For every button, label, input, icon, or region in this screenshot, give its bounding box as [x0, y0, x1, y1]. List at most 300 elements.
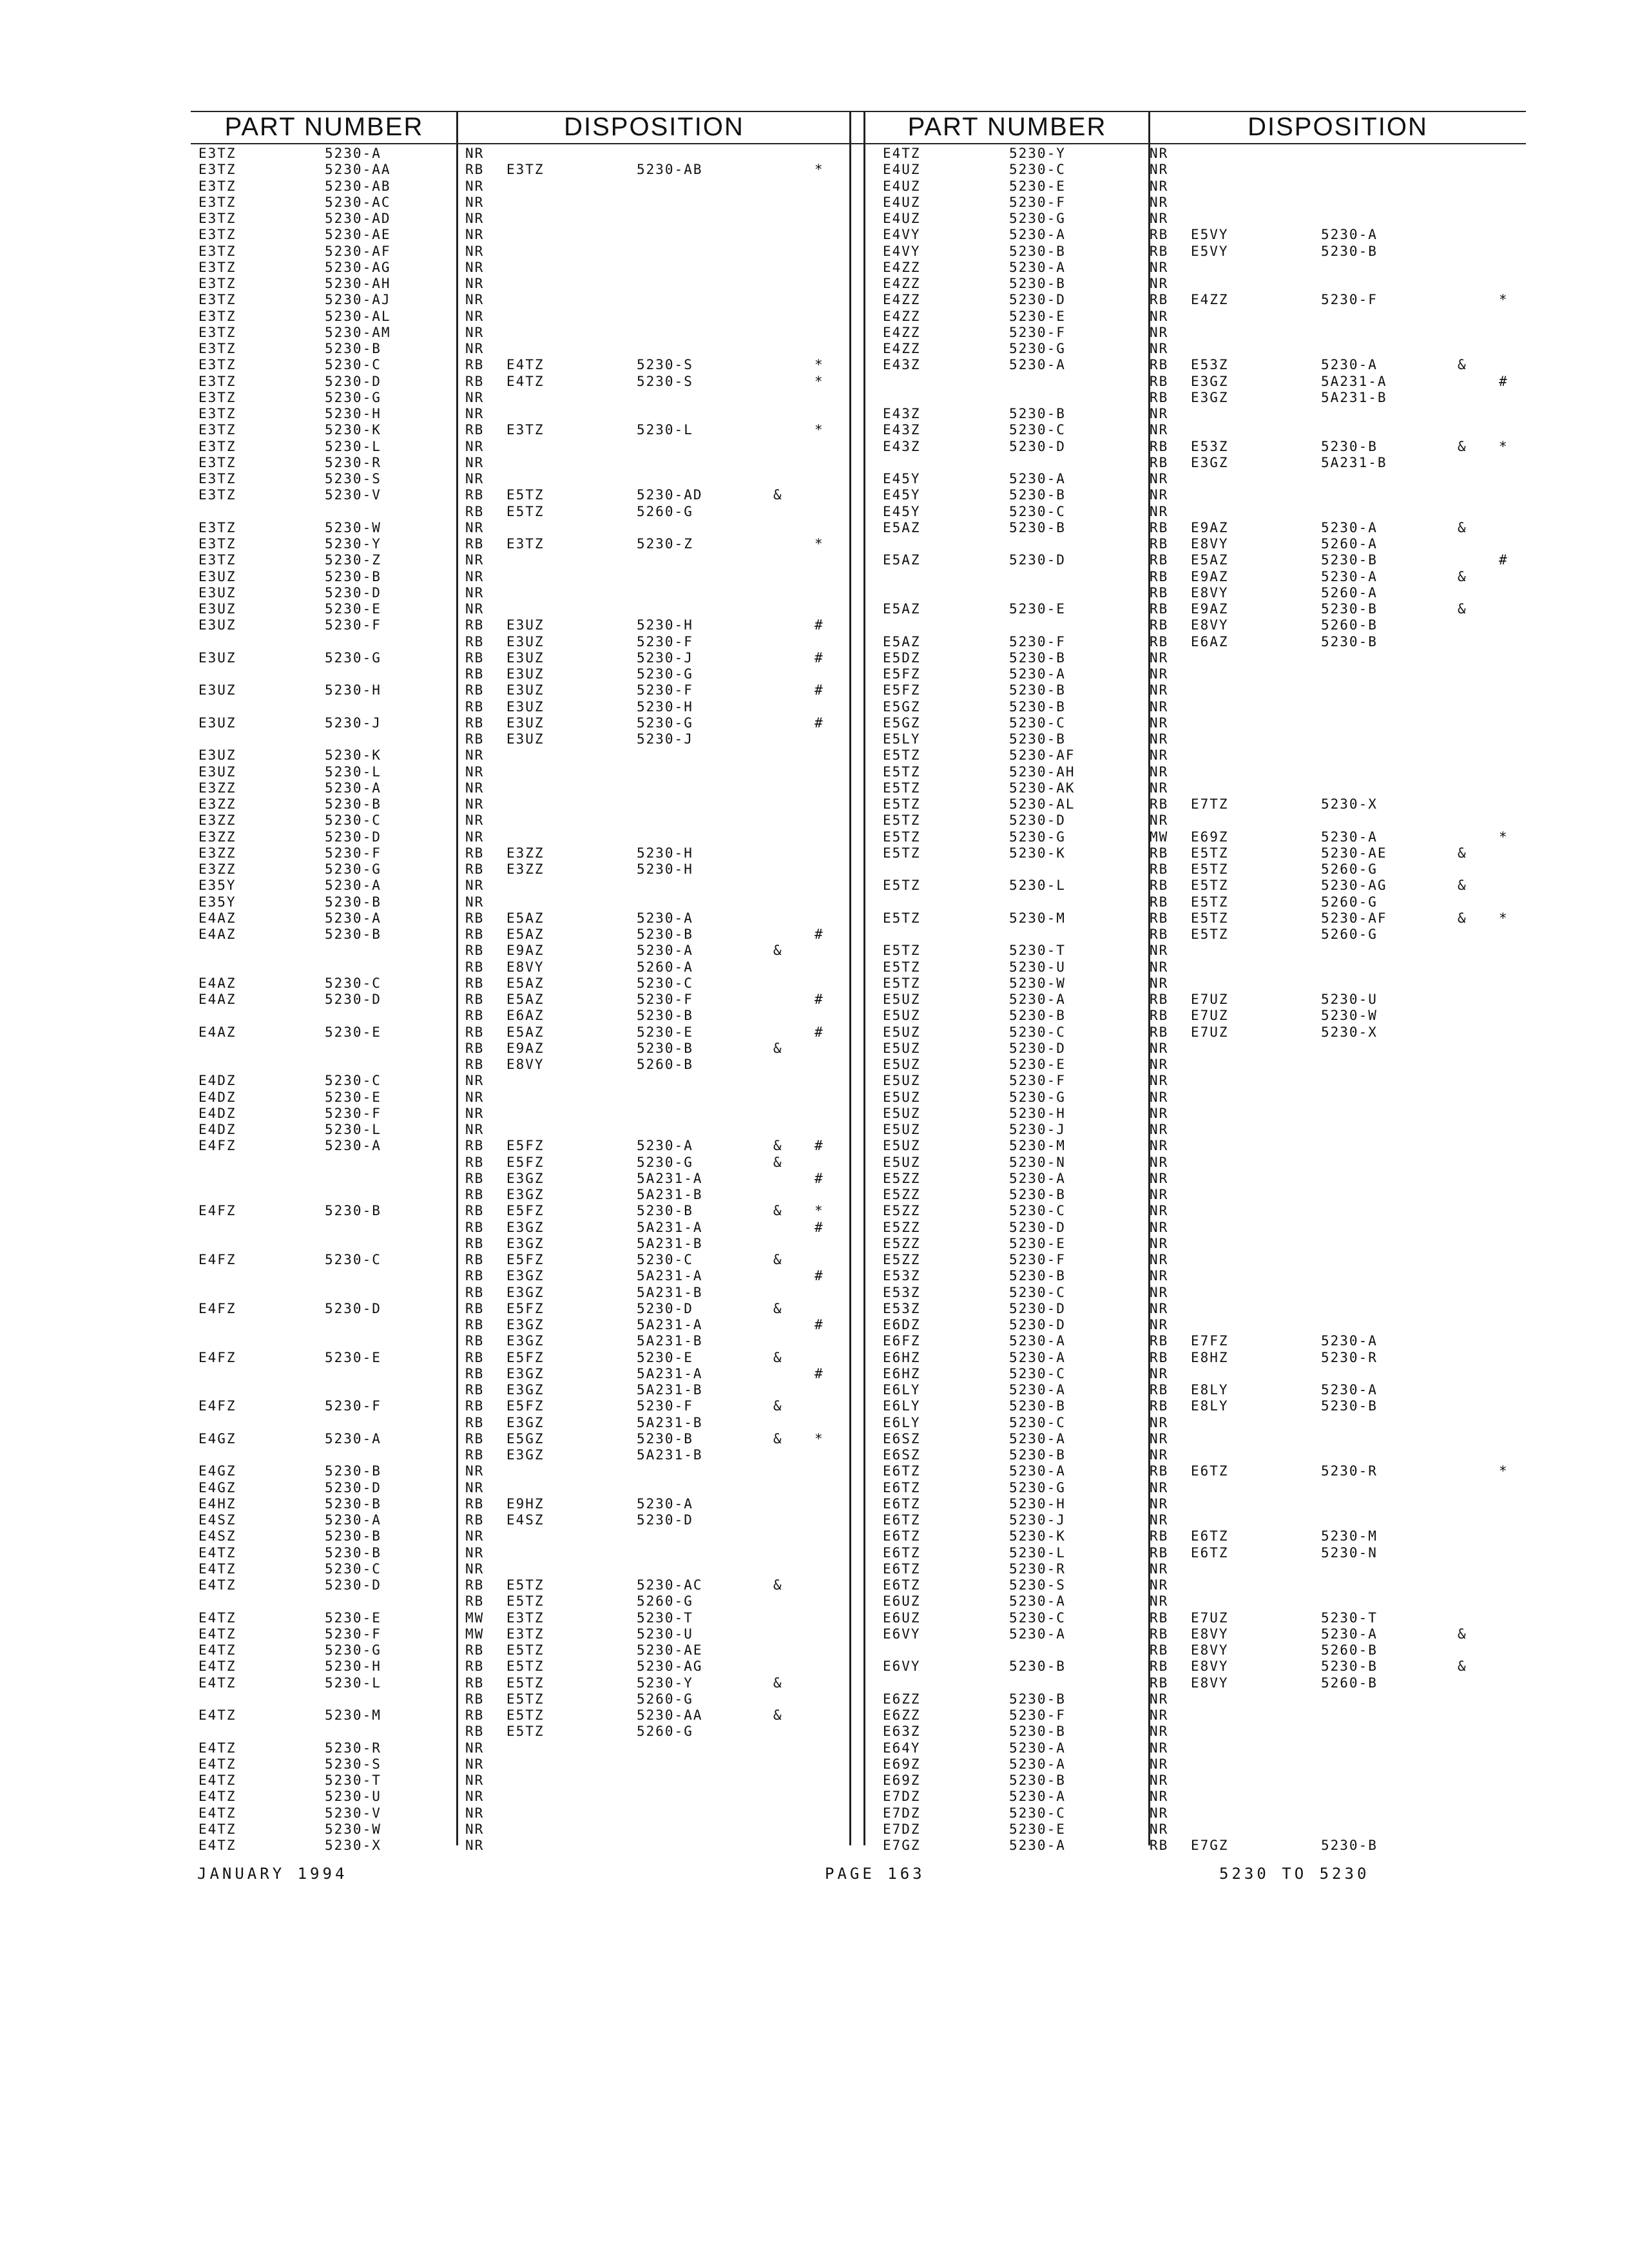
- part-prefix: E5UZ: [883, 1024, 921, 1040]
- part-base: 5230-A: [1009, 1838, 1066, 1853]
- part-base: 5230-A: [1009, 1789, 1066, 1805]
- part-prefix: E69Z: [883, 1773, 921, 1788]
- disposition-code: RB: [465, 845, 485, 861]
- table-row: [883, 1317, 1527, 1333]
- replacement-base: 5230-Z: [637, 536, 693, 552]
- table-row: [198, 1447, 843, 1463]
- replacement-prefix: E3GZ: [506, 1365, 545, 1381]
- disposition-code: RB: [465, 959, 485, 975]
- replacement-base: 5A231-B: [1321, 454, 1387, 470]
- part-base: 5230-X: [325, 1838, 381, 1853]
- replacement-base: 5230-D: [637, 1512, 693, 1528]
- disposition-code: MW: [465, 1610, 485, 1626]
- part-base: 5230-B: [1009, 1447, 1066, 1463]
- part-prefix: E4TZ: [198, 1626, 236, 1642]
- replacement-prefix: E3GZ: [506, 1447, 545, 1463]
- ampersand-mark: &: [773, 1300, 783, 1316]
- replacement-base: 5230-AE: [1321, 845, 1387, 861]
- table-row: [198, 406, 843, 422]
- part-base: 5230-A: [1009, 1430, 1066, 1446]
- table-row: [883, 682, 1527, 698]
- part-prefix: E3TZ: [198, 373, 236, 389]
- ampersand-mark: &: [773, 1707, 783, 1723]
- replacement-prefix: E3GZ: [506, 1187, 545, 1202]
- disposition-code: NR: [1150, 1447, 1169, 1463]
- part-base: 5230-C: [1009, 1805, 1066, 1821]
- table-row: [198, 439, 843, 455]
- part-base: 5230-K: [325, 747, 381, 764]
- flag-mark: *: [1499, 292, 1509, 308]
- disposition-code: RB: [1150, 438, 1169, 454]
- table-row: [883, 1545, 1527, 1561]
- part-base: 5230-C: [1009, 1284, 1066, 1300]
- table-row: [198, 1317, 843, 1333]
- part-prefix: E4TZ: [198, 1707, 236, 1723]
- table-row: [883, 878, 1527, 894]
- part-base: 5230-H: [325, 682, 381, 698]
- replacement-prefix: E6TZ: [1191, 1463, 1229, 1479]
- disposition-code: NR: [465, 438, 485, 454]
- part-base: 5230-J: [1009, 1512, 1066, 1528]
- part-base: 5230-G: [1009, 211, 1066, 226]
- disposition-code: NR: [1150, 1138, 1169, 1154]
- part-prefix: E5TZ: [883, 910, 921, 926]
- replacement-base: 5230-B: [1321, 601, 1378, 617]
- flag-mark: *: [1499, 910, 1509, 926]
- table-row: [883, 1187, 1527, 1203]
- part-base: 5230-AJ: [325, 292, 391, 308]
- part-base: 5230-C: [325, 1561, 381, 1577]
- disposition-code: RB: [1150, 633, 1169, 649]
- replacement-prefix: E5AZ: [506, 927, 545, 942]
- disposition-code: RB: [1150, 1333, 1169, 1349]
- table-row: [198, 992, 843, 1008]
- part-prefix: E3TZ: [198, 406, 236, 421]
- table-row: [198, 1642, 843, 1658]
- replacement-base: 5230-G: [637, 666, 693, 682]
- flag-mark: *: [815, 536, 824, 552]
- disposition-code: RB: [465, 682, 485, 698]
- table-row: [198, 195, 843, 211]
- disposition-code: NR: [465, 276, 485, 291]
- replacement-base: 5A231-A: [637, 1317, 703, 1332]
- disposition-code: RB: [1150, 373, 1169, 389]
- part-prefix: E3UZ: [198, 601, 236, 617]
- ampersand-mark: &: [1458, 845, 1467, 861]
- part-base: 5230-B: [1009, 519, 1066, 535]
- table-row: [198, 1138, 843, 1154]
- part-base: 5230-E: [325, 1089, 381, 1105]
- table-row: [198, 1155, 843, 1171]
- replacement-base: 5A231-A: [637, 1170, 703, 1186]
- table-row: [198, 878, 843, 894]
- table-row: [883, 715, 1527, 731]
- replacement-base: 5A231-B: [637, 1333, 703, 1349]
- part-prefix: E35Y: [198, 894, 236, 910]
- disposition-code: NR: [465, 878, 485, 894]
- replacement-prefix: E7UZ: [1191, 1008, 1229, 1024]
- table-row: [883, 1675, 1527, 1691]
- part-prefix: E5TZ: [883, 796, 921, 812]
- replacement-base: 5230-B: [637, 1040, 693, 1056]
- replacement-prefix: E3UZ: [506, 649, 545, 666]
- table-row: [198, 1008, 843, 1024]
- part-prefix: E3TZ: [198, 471, 236, 486]
- part-prefix: E6TZ: [883, 1528, 921, 1544]
- table-row: [883, 1512, 1527, 1528]
- disposition-code: RB: [465, 1187, 485, 1202]
- part-prefix: E5ZZ: [883, 1235, 921, 1251]
- part-base: 5230-A: [1009, 227, 1066, 243]
- table-row: [198, 1577, 843, 1593]
- part-prefix: E4TZ: [198, 1577, 236, 1593]
- replacement-prefix: E3TZ: [506, 422, 545, 438]
- replacement-prefix: E5TZ: [506, 1658, 545, 1675]
- disposition-code: NR: [1150, 682, 1169, 698]
- part-prefix: E63Z: [883, 1724, 921, 1740]
- part-base: 5230-A: [1009, 1593, 1066, 1610]
- disposition-code: NR: [465, 292, 485, 308]
- part-base: 5230-D: [1009, 1040, 1066, 1056]
- disposition-code: RB: [465, 1707, 485, 1723]
- part-prefix: E6TZ: [883, 1463, 921, 1479]
- disposition-code: NR: [1150, 211, 1169, 226]
- replacement-prefix: E8HZ: [1191, 1349, 1229, 1365]
- part-prefix: E6TZ: [883, 1512, 921, 1528]
- disposition-code: NR: [1150, 1430, 1169, 1446]
- part-prefix: E43Z: [883, 357, 921, 373]
- part-base: 5230-F: [1009, 324, 1066, 340]
- part-prefix: E3ZZ: [198, 796, 236, 812]
- part-base: 5230-B: [1009, 1773, 1066, 1788]
- replacement-base: 5230-U: [637, 1626, 693, 1642]
- part-prefix: E3TZ: [198, 536, 236, 552]
- disposition-code: RB: [465, 1219, 485, 1235]
- part-prefix: E4FZ: [198, 1398, 236, 1414]
- disposition-code: NR: [1150, 308, 1169, 324]
- replacement-base: 5230-E: [637, 1024, 693, 1040]
- part-base: 5230-A: [1009, 1756, 1066, 1772]
- ampersand-mark: &: [773, 1203, 783, 1219]
- part-prefix: E6ZZ: [883, 1707, 921, 1723]
- replacement-base: 5230-J: [637, 731, 693, 747]
- disposition-code: RB: [465, 1414, 485, 1430]
- part-base: 5230-D: [325, 584, 381, 601]
- flag-mark: #: [815, 715, 824, 731]
- disposition-code: NR: [465, 764, 485, 780]
- table-row: [198, 178, 843, 195]
- table-row: [198, 325, 843, 341]
- part-prefix: E4TZ: [198, 1756, 236, 1772]
- part-base: 5230-AC: [325, 194, 391, 210]
- replacement-base: 5260-B: [1321, 617, 1378, 633]
- part-prefix: E5UZ: [883, 1154, 921, 1170]
- table-row: [198, 747, 843, 764]
- disposition-code: RB: [465, 536, 485, 552]
- part-prefix: E3ZZ: [198, 845, 236, 861]
- table-row: [883, 1626, 1527, 1642]
- table-row: [883, 455, 1527, 471]
- flag-mark: *: [1499, 438, 1509, 454]
- part-base: 5230-L: [325, 1122, 381, 1137]
- replacement-base: 5230-U: [1321, 992, 1378, 1007]
- disposition-code: NR: [465, 1821, 485, 1837]
- part-prefix: E3UZ: [198, 715, 236, 731]
- table-row: [198, 1285, 843, 1301]
- disposition-code: NR: [465, 178, 485, 194]
- table-row: [198, 927, 843, 943]
- disposition-code: RB: [465, 1447, 485, 1463]
- replacement-prefix: E8VY: [1191, 1675, 1229, 1691]
- table-row: [198, 146, 843, 162]
- replacement-base: 5230-H: [637, 845, 693, 861]
- part-base: 5230-G: [325, 861, 381, 877]
- part-base: 5230-B: [325, 1528, 381, 1544]
- replacement-prefix: E4TZ: [506, 373, 545, 389]
- part-prefix: E3ZZ: [198, 780, 236, 796]
- replacement-prefix: E7UZ: [1191, 992, 1229, 1007]
- part-base: 5230-B: [325, 568, 381, 584]
- replacement-prefix: E5TZ: [1191, 894, 1229, 910]
- table-row: [883, 829, 1527, 845]
- part-prefix: E3TZ: [198, 552, 236, 568]
- disposition-code: RB: [465, 1008, 485, 1024]
- part-prefix: E6VY: [883, 1626, 921, 1642]
- disposition-code: NR: [465, 146, 485, 161]
- replacement-base: 5230-F: [1321, 292, 1378, 308]
- replacement-base: 5A231-B: [637, 1447, 703, 1463]
- disposition-code: RB: [465, 1252, 485, 1267]
- part-prefix: E4ZZ: [883, 276, 921, 291]
- replacement-base: 5260-A: [1321, 536, 1378, 552]
- disposition-code: RB: [465, 1138, 485, 1154]
- part-base: 5230-B: [325, 1544, 381, 1561]
- disposition-code: NR: [465, 1105, 485, 1121]
- replacement-prefix: E7UZ: [1191, 1024, 1229, 1040]
- table-row: [198, 764, 843, 780]
- table-row: [883, 569, 1527, 585]
- table-row: [883, 1252, 1527, 1268]
- table-row: [883, 227, 1527, 243]
- table-row: [883, 780, 1527, 796]
- table-row: [198, 1122, 843, 1138]
- table-row: [883, 845, 1527, 861]
- replacement-prefix: E8VY: [506, 1057, 545, 1072]
- replacement-prefix: E5FZ: [506, 1252, 545, 1267]
- disposition-code: RB: [465, 1398, 485, 1414]
- flag-mark: #: [815, 682, 824, 698]
- center-divider-a: [849, 111, 851, 1845]
- part-base: 5230-AL: [325, 308, 391, 324]
- disposition-code: RB: [465, 422, 485, 438]
- replacement-prefix: E6AZ: [506, 1008, 545, 1024]
- disposition-code: NR: [1150, 1317, 1169, 1332]
- replacement-prefix: E3UZ: [506, 666, 545, 682]
- part-prefix: E64Y: [883, 1740, 921, 1756]
- part-prefix: E4TZ: [198, 1740, 236, 1756]
- replacement-prefix: E3GZ: [506, 1317, 545, 1332]
- table-row: [883, 1106, 1527, 1122]
- part-prefix: E6FZ: [883, 1333, 921, 1349]
- disposition-code: RB: [1150, 389, 1169, 405]
- part-base: 5230-A: [1009, 992, 1066, 1007]
- part-base: 5230-T: [1009, 943, 1066, 959]
- flag-mark: #: [1499, 373, 1509, 389]
- part-prefix: E45Y: [883, 503, 921, 519]
- part-base: 5230-C: [1009, 1414, 1066, 1430]
- table-row: [883, 276, 1527, 292]
- part-prefix: E3ZZ: [198, 812, 236, 829]
- disposition-code: RB: [1150, 519, 1169, 535]
- flag-mark: *: [815, 357, 824, 373]
- part-base: 5230-A: [1009, 1740, 1066, 1756]
- disposition-code: NR: [1150, 1089, 1169, 1105]
- table-row: [198, 585, 843, 601]
- replacement-base: 5230-Y: [637, 1675, 693, 1691]
- flag-mark: #: [815, 1365, 824, 1381]
- part-base: 5230-B: [1009, 698, 1066, 715]
- part-prefix: E3UZ: [198, 649, 236, 666]
- table-row: [883, 1041, 1527, 1057]
- disposition-code: RB: [465, 357, 485, 373]
- disposition-code: RB: [465, 731, 485, 747]
- ampersand-mark: &: [1458, 910, 1467, 926]
- part-prefix: E5TZ: [883, 975, 921, 991]
- replacement-prefix: E5TZ: [506, 1691, 545, 1707]
- part-base: 5230-A: [325, 910, 381, 926]
- replacement-prefix: E3ZZ: [506, 845, 545, 861]
- part-prefix: E4FZ: [198, 1203, 236, 1219]
- replacement-prefix: E5FZ: [506, 1154, 545, 1170]
- part-prefix: E4FZ: [198, 1349, 236, 1365]
- flag-mark: *: [815, 422, 824, 438]
- part-base: 5230-AF: [325, 243, 391, 259]
- replacement-prefix: E3GZ: [506, 1333, 545, 1349]
- part-prefix: E4AZ: [198, 975, 236, 991]
- flag-mark: *: [1499, 1463, 1509, 1479]
- table-row: [883, 666, 1527, 682]
- table-row: [883, 992, 1527, 1008]
- part-base: 5230-K: [1009, 845, 1066, 861]
- disposition-code: NR: [1150, 959, 1169, 975]
- disposition-code: RB: [465, 487, 485, 503]
- replacement-prefix: E5TZ: [506, 1642, 545, 1658]
- disposition-code: NR: [465, 1479, 485, 1495]
- part-prefix: E3UZ: [198, 568, 236, 584]
- ampersand-mark: &: [773, 1138, 783, 1154]
- disposition-code: NR: [1150, 666, 1169, 682]
- disposition-code: RB: [465, 1268, 485, 1284]
- part-base: 5230-B: [1009, 1658, 1066, 1675]
- part-prefix: E4TZ: [198, 1773, 236, 1788]
- disposition-code: NR: [465, 1805, 485, 1821]
- table-row: [883, 244, 1527, 260]
- table-row: [198, 812, 843, 829]
- replacement-base: 5230-B: [1321, 1658, 1378, 1675]
- replacement-base: 5230-R: [1321, 1463, 1378, 1479]
- table-row: [198, 1090, 843, 1106]
- part-base: 5230-S: [1009, 1577, 1066, 1593]
- replacement-prefix: E5TZ: [1191, 878, 1229, 894]
- replacement-base: 5260-B: [637, 1057, 693, 1072]
- disposition-code: NR: [1150, 698, 1169, 715]
- table-row: [198, 244, 843, 260]
- table-row: [198, 374, 843, 390]
- table-row: [883, 1707, 1527, 1724]
- replacement-prefix: E5TZ: [506, 1593, 545, 1610]
- table-row: [883, 1366, 1527, 1382]
- replacement-base: 5230-E: [637, 1349, 693, 1365]
- part-prefix: E4ZZ: [883, 324, 921, 340]
- replacement-prefix: E3GZ: [1191, 389, 1229, 405]
- replacement-base: 5230-D: [637, 1300, 693, 1316]
- table-row: [198, 487, 843, 503]
- disposition-code: NR: [465, 389, 485, 405]
- replacement-prefix: E8VY: [1191, 1658, 1229, 1675]
- part-prefix: E5UZ: [883, 1138, 921, 1154]
- part-prefix: E4UZ: [883, 194, 921, 210]
- part-base: 5230-A: [325, 780, 381, 796]
- replacement-base: 5260-G: [637, 1593, 693, 1610]
- replacement-prefix: E8VY: [1191, 1642, 1229, 1658]
- disposition-code: MW: [465, 1626, 485, 1642]
- ampersand-mark: &: [773, 1398, 783, 1414]
- part-base: 5230-F: [325, 1626, 381, 1642]
- disposition-code: RB: [465, 1675, 485, 1691]
- replacement-base: 5230-A: [1321, 568, 1378, 584]
- part-base: 5230-A: [1009, 1333, 1066, 1349]
- part-base: 5230-H: [1009, 1105, 1066, 1121]
- table-row: [883, 146, 1527, 162]
- table-row: [198, 341, 843, 357]
- part-prefix: E4GZ: [198, 1479, 236, 1495]
- table-row: [883, 1350, 1527, 1366]
- disposition-code: NR: [465, 406, 485, 421]
- table-row: [198, 1658, 843, 1675]
- part-base: 5230-AF: [1009, 747, 1075, 764]
- part-base: 5230-D: [325, 992, 381, 1007]
- part-base: 5230-U: [325, 1789, 381, 1805]
- table-row: [198, 650, 843, 666]
- table-row: [883, 1122, 1527, 1138]
- ampersand-mark: &: [773, 1349, 783, 1365]
- disposition-code: RB: [465, 1365, 485, 1381]
- flag-mark: #: [815, 1170, 824, 1186]
- table-row: [198, 1838, 843, 1854]
- table-row: [198, 1512, 843, 1528]
- part-prefix: E4ZZ: [883, 292, 921, 308]
- part-prefix: E3TZ: [198, 487, 236, 503]
- table-row: [883, 1155, 1527, 1171]
- part-base: 5230-AK: [1009, 780, 1075, 796]
- disposition-code: RB: [1150, 601, 1169, 617]
- part-prefix: E4GZ: [198, 1430, 236, 1446]
- part-prefix: E4FZ: [198, 1252, 236, 1267]
- disposition-code: NR: [465, 308, 485, 324]
- replacement-prefix: E5TZ: [506, 1707, 545, 1723]
- table-row: [883, 1821, 1527, 1838]
- table-row: [883, 1057, 1527, 1073]
- ampersand-mark: &: [773, 1577, 783, 1593]
- part-prefix: E6SZ: [883, 1430, 921, 1446]
- replacement-base: 5260-G: [1321, 861, 1378, 877]
- replacement-prefix: E5AZ: [506, 1024, 545, 1040]
- disposition-code: RB: [1150, 861, 1169, 877]
- table-row: [198, 1545, 843, 1561]
- table-row: [198, 634, 843, 650]
- disposition-code: NR: [1150, 1821, 1169, 1837]
- part-base: 5230-B: [1009, 731, 1066, 747]
